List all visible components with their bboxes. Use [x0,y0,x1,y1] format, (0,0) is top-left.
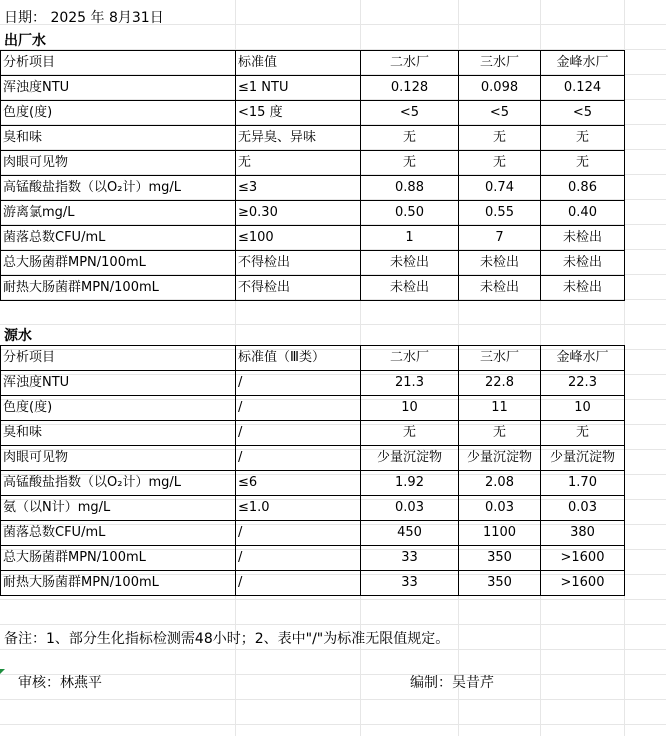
source-cell[interactable]: 22.8 [459,371,541,396]
outlet-cell[interactable]: 臭和味 [1,126,236,151]
source-cell[interactable]: 色度(度) [1,396,236,421]
outlet-cell[interactable]: 总大肠菌群MPN/100mL [1,251,236,276]
outlet-row [1,76,625,101]
outlet-cell[interactable]: 未检出 [541,251,625,276]
outlet-row [1,276,625,301]
source-cell[interactable]: 450 [361,521,459,546]
source-header-cell[interactable]: 二水厂 [361,346,459,371]
outlet-cell[interactable]: 浑浊度NTU [1,76,236,101]
source-header-cell[interactable]: 金峰水厂 [541,346,625,371]
outlet-header-cell[interactable]: 二水厂 [361,51,459,76]
outlet-header-cell[interactable]: 金峰水厂 [541,51,625,76]
source-header-row [1,346,625,371]
outlet-header-cell[interactable]: 三水厂 [459,51,541,76]
source-cell[interactable]: 臭和味 [1,421,236,446]
source-cell[interactable]: 21.3 [361,371,459,396]
outlet-row [1,126,625,151]
outlet-cell[interactable]: 未检出 [361,276,459,301]
outlet-cell[interactable]: 菌落总数CFU/mL [1,226,236,251]
source-row [1,496,625,521]
outlet-cell[interactable]: 无 [459,151,541,176]
outlet-cell[interactable]: 游离氯mg/L [1,201,236,226]
outlet-cell[interactable]: 无 [541,126,625,151]
source-cell[interactable]: ≤1.0 [236,496,361,521]
outlet-row [1,151,625,176]
outlet-row [1,201,625,226]
source-cell[interactable]: 11 [459,396,541,421]
source-cell[interactable]: 33 [361,571,459,596]
outlet-cell[interactable]: 不得检出 [236,276,361,301]
outlet-header-cell[interactable]: 分析项目 [1,51,236,76]
source-row [1,471,625,496]
source-cell[interactable]: 耐热大肠菌群MPN/100mL [1,571,236,596]
source-cell[interactable]: 0.03 [541,496,625,521]
source-cell[interactable]: 1100 [459,521,541,546]
source-cell[interactable]: / [236,571,361,596]
outlet-cell[interactable]: 高锰酸盐指数（以O₂计）mg/L [1,176,236,201]
source-cell[interactable]: 10 [541,396,625,421]
source-cell[interactable]: 1.70 [541,471,625,496]
source-cell[interactable]: 少量沉淀物 [459,446,541,471]
outlet-cell[interactable]: 色度(度) [1,101,236,126]
outlet-cell[interactable]: 无 [361,151,459,176]
source-cell[interactable]: / [236,371,361,396]
signature-row [0,672,666,694]
outlet-cell[interactable]: 无 [236,151,361,176]
source-cell[interactable]: 0.03 [459,496,541,521]
outlet-row [1,226,625,251]
source-cell[interactable]: / [236,396,361,421]
source-cell[interactable]: 少量沉淀物 [541,446,625,471]
source-cell[interactable]: 浑浊度NTU [1,371,236,396]
outlet-cell[interactable]: <5 [361,101,459,126]
outlet-cell[interactable]: 0.74 [459,176,541,201]
outlet-cell[interactable]: 7 [459,226,541,251]
source-cell[interactable]: / [236,546,361,571]
source-row [1,521,625,546]
report-date: 日期： 2025 年 8月31日 [4,10,164,26]
source-cell[interactable]: 350 [459,546,541,571]
outlet-cell[interactable]: ≤1 NTU [236,76,361,101]
outlet-cell[interactable]: ≤100 [236,226,361,251]
outlet-cell[interactable]: ≥0.30 [236,201,361,226]
outlet-cell[interactable]: 无 [459,126,541,151]
source-cell[interactable]: 少量沉淀物 [361,446,459,471]
outlet-cell[interactable]: 0.098 [459,76,541,101]
outlet-header-cell[interactable]: 标准值 [236,51,361,76]
source-cell[interactable]: 10 [361,396,459,421]
source-cell[interactable]: ≤6 [236,471,361,496]
outlet-cell[interactable]: 肉眼可见物 [1,151,236,176]
outlet-row [1,101,625,126]
source-row [1,571,625,596]
editor-label: 编制：吴昔芹 [410,675,494,691]
source-water-table [0,345,625,596]
source-cell[interactable]: 380 [541,521,625,546]
source-cell[interactable]: 总大肠菌群MPN/100mL [1,546,236,571]
outlet-cell[interactable]: <5 [459,101,541,126]
source-cell[interactable]: 高锰酸盐指数（以O₂计）mg/L [1,471,236,496]
source-cell[interactable]: 0.03 [361,496,459,521]
outlet-cell[interactable]: 0.124 [541,76,625,101]
source-cell[interactable]: 无 [361,421,459,446]
outlet-cell[interactable]: 无 [361,126,459,151]
outlet-cell[interactable]: 不得检出 [236,251,361,276]
source-row [1,446,625,471]
source-row [1,421,625,446]
source-cell[interactable]: >1600 [541,571,625,596]
outlet-cell[interactable]: 1 [361,226,459,251]
outlet-cell[interactable]: 未检出 [541,276,625,301]
reviewer-label: 审核：林燕平 [18,675,102,691]
source-row [1,546,625,571]
outlet-cell[interactable]: 耐热大肠菌群MPN/100mL [1,276,236,301]
outlet-header-row [1,51,625,76]
source-cell[interactable]: 1.92 [361,471,459,496]
source-cell[interactable]: / [236,421,361,446]
outlet-cell[interactable]: 0.55 [459,201,541,226]
outlet-cell[interactable]: 未检出 [459,251,541,276]
source-row [1,396,625,421]
outlet-cell[interactable]: 未检出 [541,226,625,251]
outlet-cell[interactable]: <5 [541,101,625,126]
source-cell[interactable]: 肉眼可见物 [1,446,236,471]
outlet-water-title: 出厂水 [4,33,46,49]
outlet-cell[interactable]: 0.128 [361,76,459,101]
source-cell[interactable]: >1600 [541,546,625,571]
source-header-cell[interactable]: 分析项目 [1,346,236,371]
source-cell[interactable]: 无 [541,421,625,446]
source-cell[interactable]: 菌落总数CFU/mL [1,521,236,546]
remarks-note: 备注：1、部分生化指标检测需48小时；2、表中"/"为标准无限值规定。 [4,631,450,647]
outlet-cell[interactable]: 未检出 [361,251,459,276]
source-cell[interactable]: 22.3 [541,371,625,396]
outlet-cell[interactable]: 无 [541,151,625,176]
outlet-water-table [0,50,625,301]
source-cell[interactable]: 350 [459,571,541,596]
source-cell[interactable]: 33 [361,546,459,571]
outlet-cell[interactable]: 0.88 [361,176,459,201]
source-water-title: 源水 [4,328,32,344]
source-cell[interactable]: 2.08 [459,471,541,496]
source-header-cell[interactable]: 标准值（Ⅲ类） [236,346,361,371]
outlet-cell[interactable]: 未检出 [459,276,541,301]
outlet-cell[interactable]: 0.86 [541,176,625,201]
source-header-cell[interactable]: 三水厂 [459,346,541,371]
outlet-cell[interactable]: <15 度 [236,101,361,126]
source-cell[interactable]: 氨（以N计）mg/L [1,496,236,521]
source-cell[interactable]: / [236,446,361,471]
outlet-row [1,251,625,276]
outlet-cell[interactable]: ≤3 [236,176,361,201]
source-row [1,371,625,396]
outlet-row [1,176,625,201]
source-cell[interactable]: / [236,521,361,546]
outlet-cell[interactable]: 0.40 [541,201,625,226]
outlet-cell[interactable]: 0.50 [361,201,459,226]
outlet-cell[interactable]: 无异臭、异味 [236,126,361,151]
source-cell[interactable]: 无 [459,421,541,446]
